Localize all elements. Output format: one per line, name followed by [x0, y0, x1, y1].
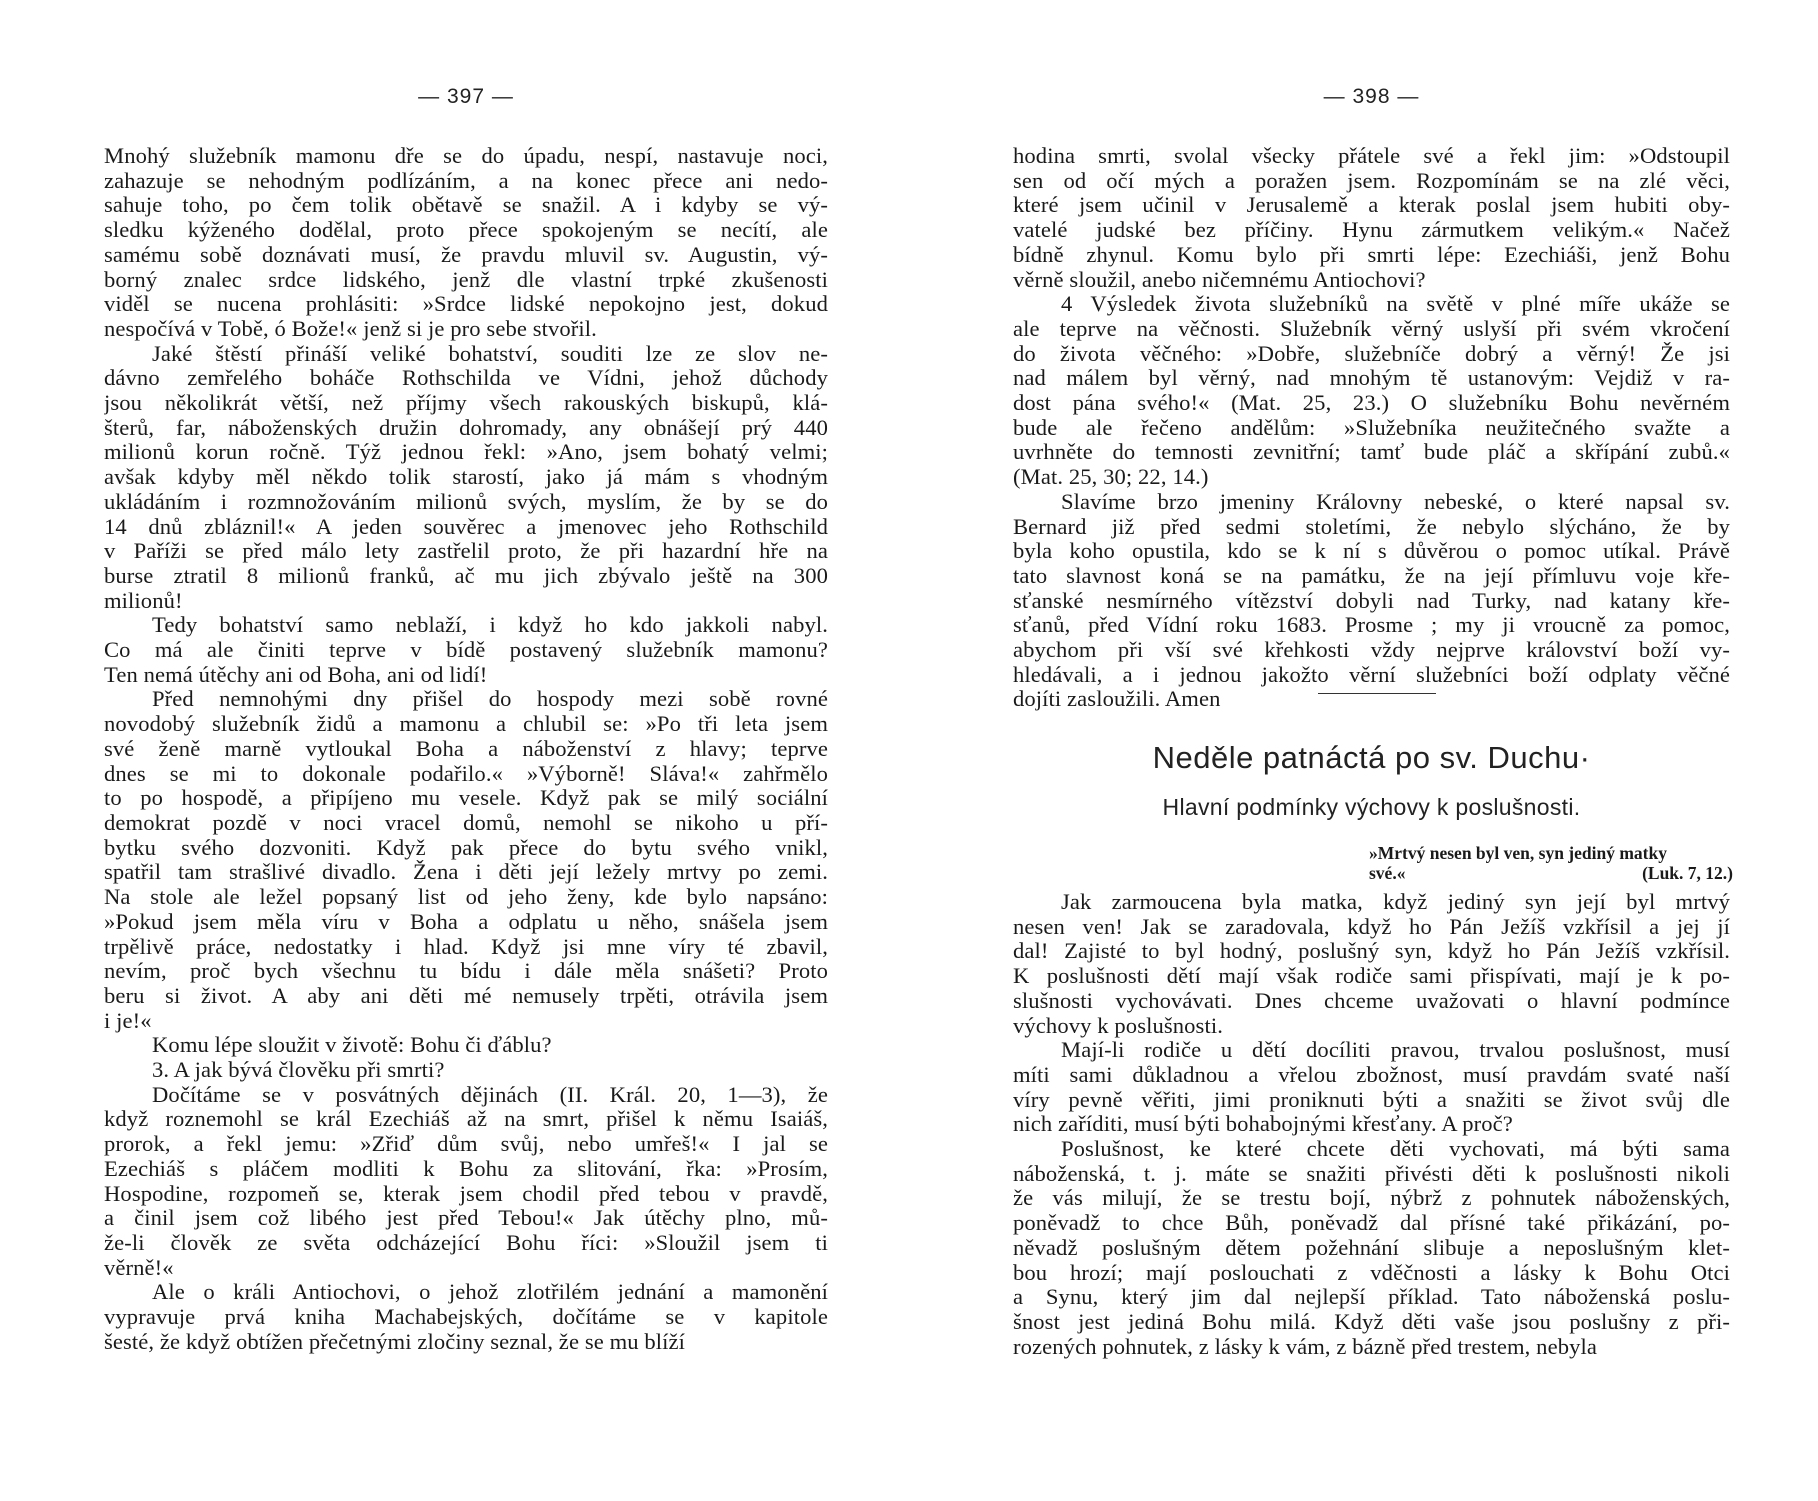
text-line: rozených pohnutek, z lásky k vám, z bázně před trestem, nebyla: [1013, 1334, 1598, 1359]
right-page-bottom-text: [1013, 890, 1730, 1359]
text-line: tato slavnost koná se na památku, že na její přímluvu voje kře-: [1013, 563, 1730, 588]
text-line: 4 Výsledek života služebníků na světě v plné míře ukáže se: [1061, 292, 1730, 317]
text-line: nevím, proč bych všechnu tu bídu i dále měla snášeti? Proto: [104, 959, 828, 984]
motto-line-2: [1369, 863, 1733, 883]
right-page-top-text: [1013, 144, 1730, 712]
text-line: věrně!«: [104, 1255, 174, 1280]
text-line: milionů!: [104, 588, 183, 613]
text-line: víry pevně věřiti, jimi proniknuti býti a snažiti se život svůj dle: [1013, 1087, 1730, 1112]
left-page-text: [104, 144, 828, 1354]
paragraph: [1013, 1137, 1730, 1359]
text-line: do života věčného: »Dobře, služebníče dobrý a věrný! Že jsi: [1013, 341, 1730, 366]
text-line: šnost jest jediná Bohu milá. Když děti vaše jsou poslušny z při-: [1013, 1309, 1730, 1334]
text-line: burse ztratil 8 milionů franků, ač mu jich zbývalo ještě na 300: [104, 563, 828, 588]
text-line: bou hrozí; mají poslouchati z vděčnosti a lásky k Bohu Otci: [1013, 1260, 1730, 1285]
text-line: Ten nemá útěchy ani od Boha, ani od lidí!: [104, 662, 488, 687]
text-line: a činil jsem což libého jest před Tebou!« Jak útěchy plno, mů-: [104, 1206, 828, 1231]
text-line: zahazuje se nehodným podlízáním, a na konec přece ani nedo-: [104, 168, 828, 193]
motto-quote: [1369, 843, 1733, 883]
text-line: náboženská, t. j. máte se snažiti přivésti děti k poslušnosti nikoli: [1013, 1161, 1730, 1186]
text-line: bude ale řečeno andělům: »Služebníka neužitečného svažte a: [1013, 415, 1730, 440]
text-line: beru si život. A aby ani děti mé nemusely trpěti, otrávila jsem: [104, 983, 828, 1008]
text-line: když roznemohl se král Ezechiáš až na smrt, přišel k němu Isaiáš,: [104, 1107, 828, 1132]
text-line: novodobý služebník židů a mamonu a chlubil se: »Po tři leta jsem: [104, 712, 828, 737]
section-subtitle: Hlavní podmínky výchovy k poslušnosti.: [1162, 794, 1581, 820]
text-line: věrně sloužil, anebo ničemnému Antiochovi?: [1013, 267, 1426, 292]
text-line: prorok, a řekl jemu: »Zřiď dům svůj, nebo umřeš!« I jal se: [104, 1132, 828, 1157]
text-line: své ženě marně vytloukal Boha a náboženství z hlavy; teprve: [104, 736, 828, 761]
text-line: ukládáním i rozmnožováním milionů svých, myslím, že by se do: [104, 489, 828, 514]
text-line: nad málem byl věrný, nad mnohým tě ustanovým: Vejdiž v ra-: [1013, 366, 1730, 391]
text-line: Poslušnost, ke které chcete děti vychovati, má býti sama: [1061, 1137, 1730, 1162]
text-line: něvadž poslušným dětem požehnání slibuje a neposlušným klet-: [1013, 1235, 1730, 1260]
text-line: že vás milují, že se trestu bojí, nýbrž z pohnutek náboženských,: [1013, 1186, 1730, 1211]
left-page: [104, 0, 828, 1501]
text-line: Jak zarmoucena byla matka, když jediný syn její byl mrtvý: [1061, 890, 1730, 914]
text-line: demokrat pozdě v noci vracel domů, nemohl se nikoho u pří-: [104, 810, 828, 835]
text-line: sen od očí mých a poražen jsem. Rozpomínám se na zlé věci,: [1013, 168, 1730, 193]
text-line: 14 dnů zbláznil!« A jeden souvěrec a jmenovec jeho Rothschild: [104, 514, 828, 539]
text-line: sahuje toho, po čem tolik obětavě se snažil. A i kdyby se vý-: [104, 193, 828, 218]
text-line: dnes se mi to dokonale podařilo.« »Výborně! Sláva!« zahřmělo: [104, 761, 828, 786]
paragraph: [104, 1058, 828, 1083]
text-line: spatřil tam strašlivé divadlo. Žena i děti její ležely mrtvy po zemi.: [104, 860, 828, 885]
text-line: sťanů, před Vídní roku 1683. Prosme ; my ji vroucně za pomoc,: [1013, 613, 1730, 638]
text-line: Před nemnohými dny přišel do hospody mezi sobě rovné: [152, 687, 828, 712]
page-number-right: — 398 —: [1323, 85, 1420, 108]
text-line: vypravuje prvá kniha Machabejských, dočítáme se v kapitole: [104, 1305, 828, 1330]
text-line: nich zaříditi, musí býti bohabojnými křesťany. A proč?: [1013, 1112, 1513, 1137]
section-divider: [1318, 693, 1436, 694]
paragraph: [104, 144, 828, 342]
text-line: dal! Zajisté to byl hodný, poslušný syn, když ho Pán Ježíš vzkřísil.: [1013, 939, 1730, 964]
text-line: Komu lépe sloužit v životě: Bohu či ďáblu?: [152, 1033, 552, 1058]
text-line: Slavíme brzo jmeniny Královny nebeské, o které napsal sv.: [1061, 489, 1730, 514]
text-line: sledku kýženého dodělal, proto přece spokojeným se necítí, ale: [104, 218, 828, 243]
text-line: bytku svého dozvoniti. Když pak přece do bytu svého vnikl,: [104, 835, 828, 860]
paragraph: [1013, 144, 1730, 292]
motto-reference: (Luk. 7, 12.): [1642, 863, 1733, 883]
text-line: Co má ale činiti teprve v bídě postavený služebník mamonu?: [104, 638, 828, 663]
text-line: 3. A jak bývá člověku při smrti?: [152, 1058, 445, 1083]
paragraph: [104, 1083, 828, 1281]
text-line: sťanské nesmírného vítězství dobyli nad Turky, nad katany kře-: [1013, 588, 1730, 613]
text-line: nespočívá v Tobě, ó Bože!« jenž si je pro sebe stvořil.: [104, 316, 597, 341]
text-line: hledávali, a i jednou jakožto věrní služebníci boží odplaty věčné: [1013, 662, 1730, 687]
text-line: borný znalec srdce lidského, jenž dle vlastní trpké zkušenosti: [104, 267, 828, 292]
text-line: v Paříži se před málo lety zastřelil proto, že při hazardní hře na: [104, 539, 828, 564]
text-line: »Pokud jsem měla víru v Boha a odplatu u něho, snášela jsem: [104, 909, 828, 934]
text-line: výchovy k poslušnosti.: [1013, 1013, 1223, 1038]
text-line: Ale o králi Antiochovi, o jehož zlotřilém jednání a mamonění: [152, 1280, 828, 1305]
text-line: Bernard již před sedmi stoletími, že nebylo slýcháno, že by: [1013, 514, 1730, 539]
text-line: abychom při vší své křehkosti vždy nejprve království boží vy-: [1013, 638, 1730, 663]
text-line: nesen ven! Jak se zaradovala, když ho Pán Ježíš vzkřísil a jej jí: [1013, 914, 1730, 939]
motto-line-1: »Mrtvý nesen byl ven, syn jediný matky: [1369, 843, 1667, 863]
text-line: (Mat. 25, 30; 22, 14.): [1013, 465, 1209, 490]
text-line: K poslušnosti dětí mají však rodiče sami přispívati, mají je k po-: [1013, 964, 1730, 989]
paragraph: [1013, 292, 1730, 490]
text-line: milionů korun ročně. Týž jednou řekl: »Ano, jsem bohatý velmi;: [104, 440, 828, 465]
text-line: to po hospodě, a připíjeno mu vesele. Když pak se milý sociální: [104, 786, 828, 811]
text-line: dost pána svého!« (Mat. 25, 23.) O služebníku Bohu nevěrném: [1013, 391, 1730, 416]
text-line: hodina smrti, svolal všecky přátele své a řekl jim: »Odstoupil: [1013, 144, 1730, 168]
page-number-left: — 397 —: [418, 85, 514, 108]
text-line: Mají-li rodiče u dětí docíliti pravou, trvalou poslušnost, musí: [1061, 1038, 1730, 1063]
text-line: jsou několikrát větší, než příjmy všech rakouských biskupů, klá-: [104, 391, 828, 416]
text-line: Hospodine, rozpomeň se, kterak jsem chodil před tebou v pravdě,: [104, 1181, 828, 1206]
paragraph: [104, 613, 828, 687]
text-line: šterů, far, náboženských družin dohromady, any obnášejí prý 440: [104, 415, 828, 440]
text-line: vatelé judské bez příčiny. Hynu zármutkem velikým.« Načež: [1013, 218, 1730, 243]
text-line: šesté, že když obtížen přečetnými zločiny seznal, že se mu blíží: [104, 1329, 686, 1354]
text-line: ale teprve na věčnosti. Služebník věrný uslyší při svém vkročení: [1013, 316, 1730, 341]
text-line: avšak kdyby měl někdo tolik starostí, jako já mám s vhodným: [104, 465, 828, 490]
text-line: Jaké štěstí přináší veliké bohatství, souditi lze ze slov ne-: [152, 341, 828, 366]
text-line: že-li člověk ze světa odcházející Bohu říci: »Sloužil jsem ti: [104, 1230, 828, 1255]
text-line: slušnosti vychovávati. Dnes chceme uvažovati o hlavní podmínce: [1013, 988, 1730, 1013]
text-line: samému sobě doznávati musí, že pravdu mluvil sv. Augustin, vý-: [104, 242, 828, 267]
paragraph: [1013, 490, 1730, 712]
paragraph: [1013, 1038, 1730, 1137]
text-line: poněvadž to chce Bůh, poněvadž dal přísné také přikázání, po-: [1013, 1211, 1730, 1236]
text-line: Tedy bohatství samo neblaží, i když ho kdo jakkoli nabyl.: [152, 613, 828, 638]
text-line: uvrhněte do temnosti zevnitřní; tamť bude pláč a skřípání zubů.«: [1013, 440, 1730, 465]
text-line: Ezechiáš s pláčem modliti k Bohu za slitování, řka: »Prosím,: [104, 1156, 828, 1181]
text-line: Na stole ale ležel popsaný list od jeho ženy, kde bylo napsáno:: [104, 885, 828, 910]
motto-line-2-text: své.«: [1369, 863, 1406, 883]
paragraph: [104, 342, 828, 614]
text-line: dávno zemřelého boháče Rothschilda ve Vídni, jehož důchody: [104, 366, 828, 391]
text-line: bídně zhynul. Komu bylo při smrti lépe: Ezechiáši, jenž Bohu: [1013, 242, 1730, 267]
paragraph: [104, 687, 828, 1033]
text-line: míti sami důkladnou a vřelou zbožnost, musí pravdám svaté naší: [1013, 1062, 1730, 1087]
text-line: a Synu, který jim dal nejlepší příklad. Tato náboženská poslu-: [1013, 1285, 1730, 1310]
section-title: Neděle patnáctá po sv. Duchu·: [1152, 740, 1591, 775]
paragraph: [104, 1033, 828, 1058]
paragraph: [104, 1280, 828, 1354]
text-line: které jsem učinil v Jerusalemě a kterak poslal jsem hubiti oby-: [1013, 193, 1730, 218]
paragraph: [1013, 890, 1730, 1038]
text-line: i je!«: [104, 1008, 152, 1033]
right-page: [1013, 0, 1733, 1501]
text-line: Mnohý služebník mamonu dře se do úpadu, nespí, nastavuje noci,: [104, 144, 828, 168]
text-line: viděl se nucena prohlásiti: »Srdce lidské nepokojno jest, dokud: [104, 292, 828, 317]
text-line: byla koho opustila, kdo se k ní s důvěrou o pomoc utíkal. Právě: [1013, 539, 1730, 564]
text-line: Dočítáme se v posvátných dějinách (II. Král. 20, 1—3), že: [152, 1082, 828, 1107]
text-line: trpělivě práce, nedostatky i hlad. Když jsi mne víry té zbavil,: [104, 934, 828, 959]
text-line: dojíti zasloužili. Amen: [1013, 687, 1221, 712]
